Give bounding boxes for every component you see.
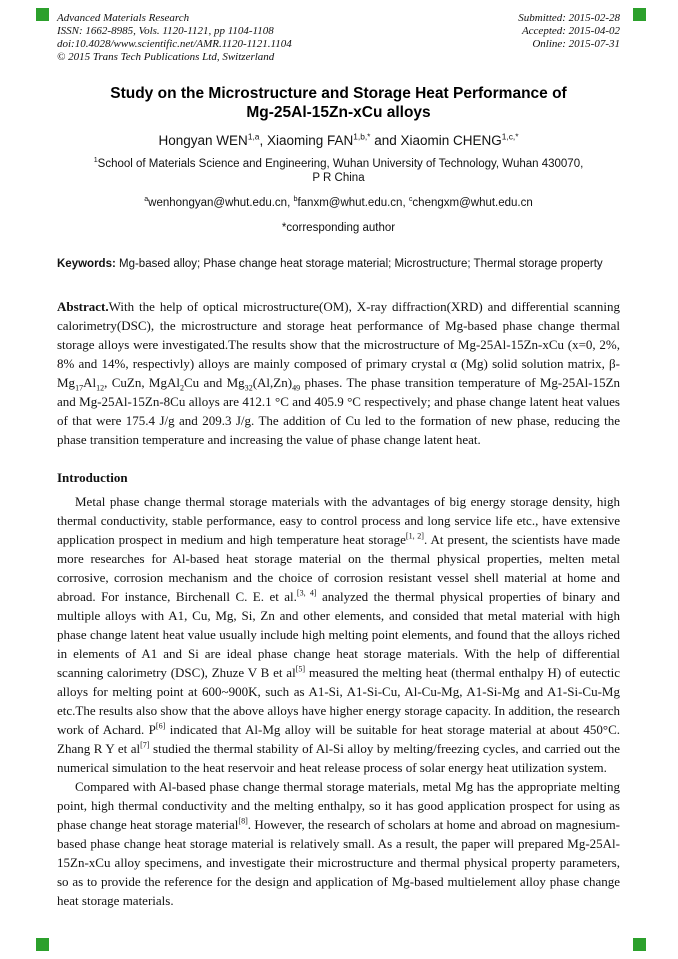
keywords-line: Keywords: Mg-based alloy; Phase change heat storage material; Microstructure; Thermal storage property [57,258,603,270]
paper-title [57,84,620,122]
submitted-date: Submitted: 2015-02-28 [518,12,620,24]
journal-doi-line: doi:10.4028/www.scientific.net/AMR.1120-1121.1104 [57,38,292,50]
affiliation-line2: P R China [312,172,365,184]
corner-marker-top-left [36,8,49,21]
paper-title-line2: Mg-25Al-15Zn-xCu alloys [246,104,431,121]
corner-marker-bottom-left [36,938,49,951]
introduction-paragraph-1: Metal phase change thermal storage materials with the advantages of big energy storage density, high thermal conductivity, stable performance, easy to control process and long service life etc., have extensive application prospect in medium and high temperature heat storage[1, 2]. At present, the scientists have made more researches for Al-based heat storage material on the thermal physical properties, melten metal corrosive, corrosion mechanism and the choice of corrosion resistant vessel shell material at home and abroad. For instance, Birchenall C. E. et al.[3, 4] analyzed the thermal physical properties of binary and multiple alloys with A1, Cu, Mg, Si, Zn and other elements, and consided that metal material with high phase change latent heat value usually include high melting point elements, and found that the alloys riched in elements of A1 and Si are ideal phase change heat storage materials. With the help of differential scanning calorimetry (DSC), Zhuze V B et al[5] measured the melting heat (thermal enthalpy H) of eutectic alloys for melting point at 600~900K, such as A1-Si, A1-Si-Cu, Al-Cu-Mg, A1-Si-Mg and A1-Si-Cu-Mg etc.The results also show that the above alloys have higher energy storage capacity. In addition, the research work of Achard. P[6] indicated that Al-Mg alloy will be suitable for heat storage material at about 450°C. Zhang R Y et al[7] studied the thermal stability of Al-Si alloy by melting/freezing cycles, and carried out the numerical simulation to the heat reservoir and heat release process of solar energy heat utilization system. [57,493,620,775]
paper-title-line1: Study on the Microstructure and Storage Heat Performance of [110,85,567,102]
journal-issn-line: ISSN: 1662-8985, Vols. 1120-1121, pp 1104-1108 [57,25,274,37]
corner-marker-top-right [633,8,646,21]
journal-name: Advanced Materials Research [57,12,190,24]
corresponding-author-note: *corresponding author [281,222,396,234]
accepted-date: Accepted: 2015-04-02 [521,25,620,37]
affiliation-line1: $^1$School of Materials Science and Engineering, Wuhan University of Technology, Wuhan 430070, [93,156,584,170]
abstract-paragraph: Abstract.With the help of optical microstructure(OM), X-ray diffraction(XRD) and differential scanning calorimetry(DSC), the microstructure and storage heat performance of Mg-based phase change thermal storage alloys were investigated.The results show that the microstructure of Mg-25Al-15Zn-xCu (x=0, 2%, 8% and 14%, respectivly) alloys are mainly composed of primary crystal α (Mg) solid solution matrix, $\beta-Mg_{17}Al_{12}$, CuZn, MgAl$_2$Cu and $Mg_{32}(Al,Zn)_{49}$ phases. The phase transition temperature of Mg-25Al-15Zn and Mg-25Al-15Zn-8Cu alloys are 412.1 °C and 405.9 °C respectively; and phase change latent heat values of that were 175.4 J/g and 209.3 J/g. The addition of Cu led to the formation of new phase, reducing the phase transition temperature and increasing the value of phase change latent heat. [57,298,621,447]
authors-line: Hongyan WEN$^{1,a}$, Xiaoming $FAN^{1,b,*}$ and Xiaomin $CHENG^{1,c,*}$ [158,131,519,148]
page-content [57,12,620,910]
corner-marker-bottom-right [633,938,646,951]
journal-header [57,12,620,64]
affiliation [57,157,620,185]
journal-info [57,12,292,64]
journal-copyright-line: © 2015 Trans Tech Publications Ltd, Switzerland [57,51,275,63]
author-emails: $^a$wenhongyan@whut.edu.cn, $^b$fanxm@whut.edu.cn, $^c$chengxm@whut.edu.cn [144,195,533,209]
introduction-heading: Introduction [57,469,128,485]
submission-dates [518,12,620,64]
introduction-paragraph-2: Compared with Al-based phase change thermal storage materials, metal Mg has the appropriate melting point, high thermal conductivity and the melting enthalpy, so it has good application prospect for using as phase change heat storage material[8]. However, the research of scholars at home and abroad on magnesium-based phase change heat storage material is relatively small. As a result, the paper will prepared Mg-25Al-15Zn-xCu alloy specimens, and investigate their microstructure and thermal physical property parameters, so as to provide the reference for the design and application of Mg-based multielement alloy phase change heat storage materials. [57,778,621,908]
online-date: Online: 2015-07-31 [532,38,620,50]
